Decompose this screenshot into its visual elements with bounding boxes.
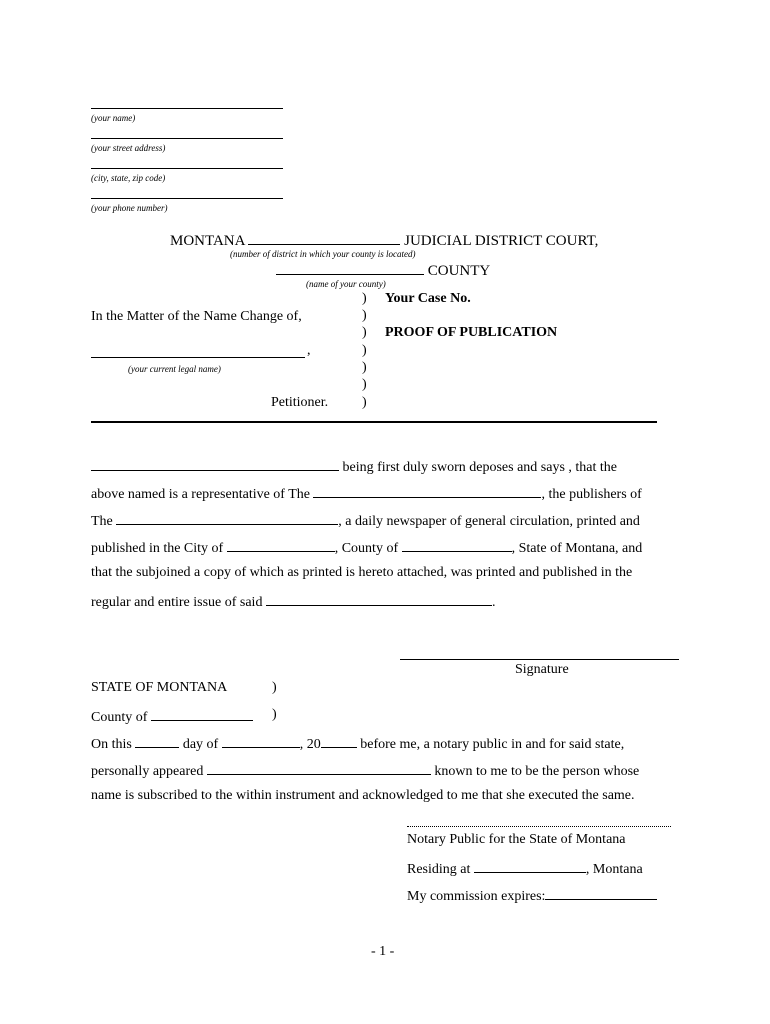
notary-text-1b: day of <box>182 737 219 752</box>
notary-line-3 <box>91 788 635 804</box>
residing-row <box>407 859 643 878</box>
notary-signature-line[interactable] <box>407 826 671 827</box>
notary-county-row <box>91 707 253 726</box>
notary-text-2b: known to me to be the person whose <box>434 764 640 779</box>
street-address-line[interactable] <box>91 138 283 139</box>
residing-label: Residing at <box>407 862 471 877</box>
caption-paren-1: ) <box>362 291 367 306</box>
county-heading <box>276 261 490 280</box>
commission-row <box>407 886 657 905</box>
body-line-2 <box>91 484 642 503</box>
month-field[interactable] <box>222 734 300 748</box>
notary-text-2a: personally appeared <box>91 764 204 779</box>
notary-county-label: County of <box>91 710 148 725</box>
caption-paren-7: ) <box>362 395 367 410</box>
notary-public-label: Notary Public for the State of Montana <box>407 832 626 847</box>
caption-paren-4: ) <box>362 343 367 358</box>
notary-line-2 <box>91 761 639 780</box>
caption-paren-2: ) <box>362 308 367 323</box>
caption-paren-3: ) <box>362 325 367 340</box>
signature-label: Signature <box>515 662 569 677</box>
appeared-name-field[interactable] <box>207 761 431 775</box>
residing-montana: , Montana <box>585 862 643 877</box>
county-label: COUNTY <box>427 263 491 279</box>
notary-county-paren: ) <box>272 707 277 722</box>
city-field[interactable] <box>227 538 335 552</box>
body-text-2a: above named is a representative of The <box>91 487 310 502</box>
notary-state-paren: ) <box>272 680 277 695</box>
county-name-field[interactable] <box>276 261 424 275</box>
year-field[interactable] <box>321 734 357 748</box>
body-text-6b: . <box>491 595 496 610</box>
phone-number-line[interactable] <box>91 198 283 199</box>
notary-text-3: name is subscribed to the within instrument and acknowledged to me that she executed the same. <box>91 788 635 803</box>
city-state-zip-caption: (city, state, zip code) <box>91 173 166 183</box>
matter-label: In the Matter of the Name Change of, <box>91 309 302 324</box>
legal-name-line[interactable] <box>91 357 305 358</box>
representative-name-field[interactable] <box>91 457 339 471</box>
publisher-name-field[interactable] <box>313 484 541 498</box>
residing-field[interactable] <box>474 859 586 873</box>
body-line-4 <box>91 538 642 557</box>
county-field[interactable] <box>402 538 512 552</box>
body-text-2b: , the publishers of <box>541 487 642 502</box>
case-number-label: Your Case No. <box>385 291 471 306</box>
body-text-3a: The <box>91 514 113 529</box>
court-heading <box>170 231 598 250</box>
body-text-3b: , a daily newspaper of general circulation, printed and <box>338 514 640 529</box>
notary-text-1d: before me, a notary public in and for said state, <box>360 737 625 752</box>
body-line-1 <box>91 457 617 476</box>
city-state-zip-line[interactable] <box>91 168 283 169</box>
county-caption: (name of your county) <box>306 279 386 289</box>
body-line-3 <box>91 511 640 530</box>
signature-line[interactable] <box>400 659 679 660</box>
body-text-6a: regular and entire issue of said <box>91 595 263 610</box>
petitioner-label: Petitioner. <box>271 395 329 410</box>
court-state: MONTANA <box>170 233 245 249</box>
legal-name-caption: (your current legal name) <box>128 364 221 374</box>
issue-field[interactable] <box>266 592 492 606</box>
body-text-4c: , State of Montana, and <box>511 541 643 556</box>
court-label: JUDICIAL DISTRICT COURT, <box>404 233 599 249</box>
district-caption: (number of district in which your county is located) <box>230 249 416 259</box>
newspaper-name-field[interactable] <box>116 511 338 525</box>
phone-number-caption: (your phone number) <box>91 203 168 213</box>
body-text-1: being first duly sworn deposes and says , that the <box>342 460 618 475</box>
notary-line-1 <box>91 734 624 753</box>
caption-paren-5: ) <box>362 360 367 375</box>
notary-state: STATE OF MONTANA <box>91 680 228 695</box>
page-number: - 1 - <box>371 944 395 959</box>
body-line-6 <box>91 592 495 611</box>
caption-paren-6: ) <box>362 377 367 392</box>
commission-field[interactable] <box>545 886 657 900</box>
body-text-5: that the subjoined a copy of which as printed is hereto attached, was printed and published in the <box>91 565 633 580</box>
notary-text-1a: On this <box>91 737 132 752</box>
street-address-caption: (your street address) <box>91 143 166 153</box>
body-text-4a: published in the City of <box>91 541 224 556</box>
name-caption: (your name) <box>91 113 136 123</box>
notary-text-1c: , 20 <box>299 737 321 752</box>
commission-label: My commission expires: <box>407 889 546 904</box>
day-field[interactable] <box>135 734 179 748</box>
section-divider <box>91 421 657 423</box>
body-text-4b: , County of <box>334 541 399 556</box>
document-title: PROOF OF PUBLICATION <box>385 325 558 340</box>
district-number-field[interactable] <box>248 231 400 245</box>
body-line-5 <box>91 565 632 581</box>
legal-name-comma: , <box>307 343 311 358</box>
name-line[interactable] <box>91 108 283 109</box>
notary-county-field[interactable] <box>151 707 253 721</box>
